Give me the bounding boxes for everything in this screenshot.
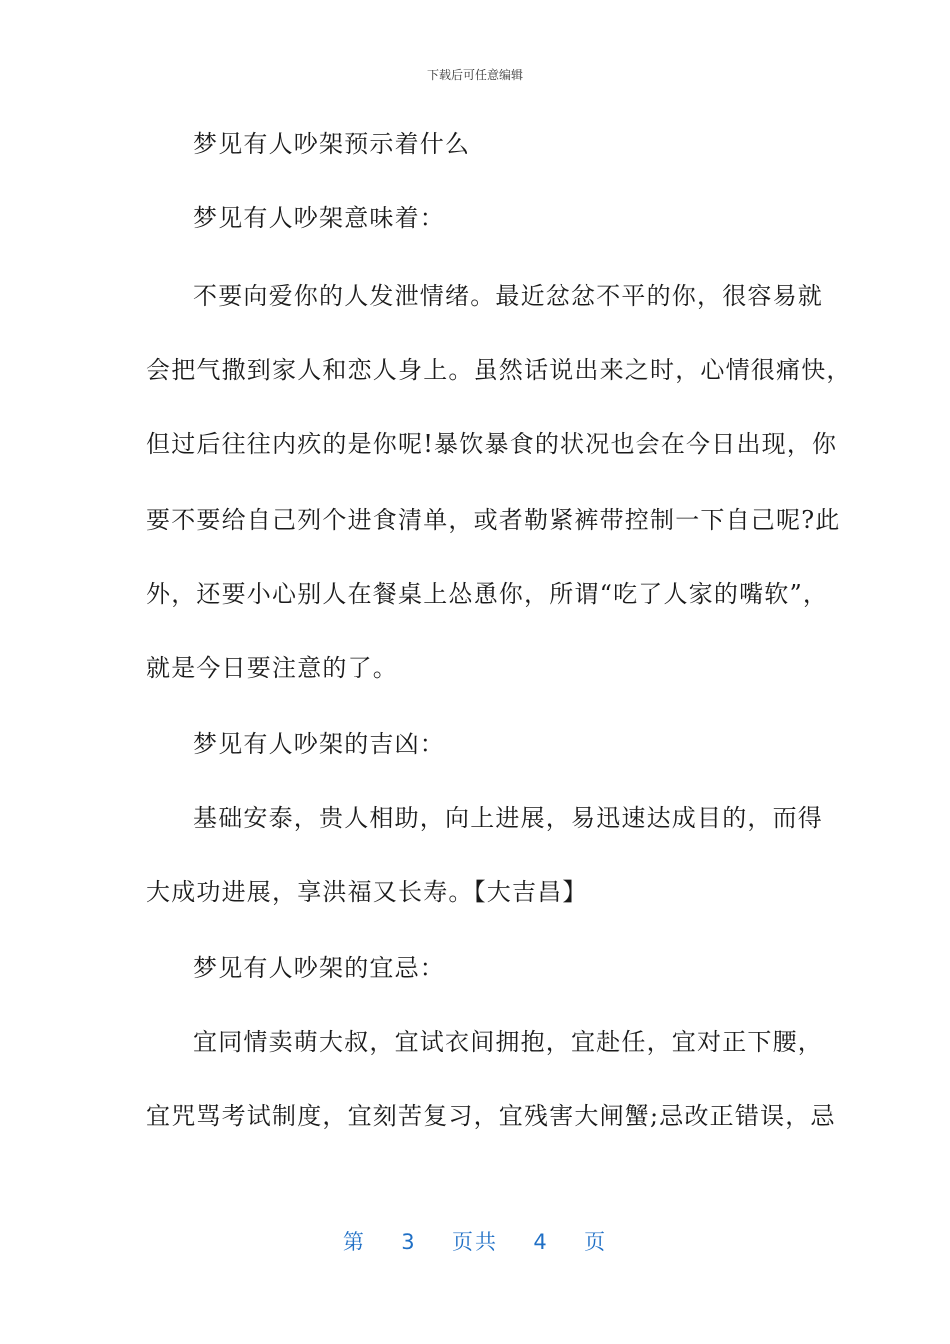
footer-total-pages: 4 (533, 1230, 549, 1254)
paragraph-line: 要不要给自己列个进食清单，或者勒紧裤带控制一下自己呢?此 (146, 506, 841, 534)
document-title: 梦见有人吵架预示着什么 (193, 130, 471, 158)
paragraph-line: 会把气撒到家人和恋人身上。虽然话说出来之时，心情很痛快， (146, 356, 852, 384)
paragraph-line: 宜同情卖萌大叔，宜试衣间拥抱，宜赴任，宜对正下腰， (193, 1028, 823, 1056)
paragraph-line: 基础安泰，贵人相助，向上进展，易迅速达成目的，而得 (193, 804, 823, 832)
paragraph-line: 外，还要小心别人在餐桌上怂恿你，所谓“吃了人家的嘴软”， (146, 580, 829, 608)
footer-middle: 页共 (452, 1230, 498, 1254)
paragraph-line: 但过后往往内疚的是你呢!暴饮暴食的状况也会在今日出现，你 (146, 430, 838, 458)
section-heading-dos: 梦见有人吵架的宜忌： (193, 954, 445, 982)
paragraph-line: 不要向爱你的人发泄情绪。最近忿忿不平的你，很容易就 (193, 282, 823, 310)
header-note: 下载后可任意编辑 (426, 68, 523, 82)
paragraph-line: 大成功进展，享洪福又长寿。【大吉昌】 (146, 878, 588, 906)
footer-current-page: 3 (401, 1230, 417, 1254)
footer-prefix: 第 (342, 1230, 366, 1254)
section-heading-meaning: 梦见有人吵架意味着： (193, 204, 445, 232)
paragraph-line: 就是今日要注意的了。 (146, 654, 398, 682)
paragraph-line: 宜咒骂考试制度，宜刻苦复习，宜残害大闸蟹;忌改正错误，忌 (146, 1102, 836, 1130)
footer-suffix: 页 (584, 1230, 608, 1254)
page-footer (0, 1226, 950, 1256)
section-heading-fortune: 梦见有人吵架的吉凶： (193, 730, 445, 758)
